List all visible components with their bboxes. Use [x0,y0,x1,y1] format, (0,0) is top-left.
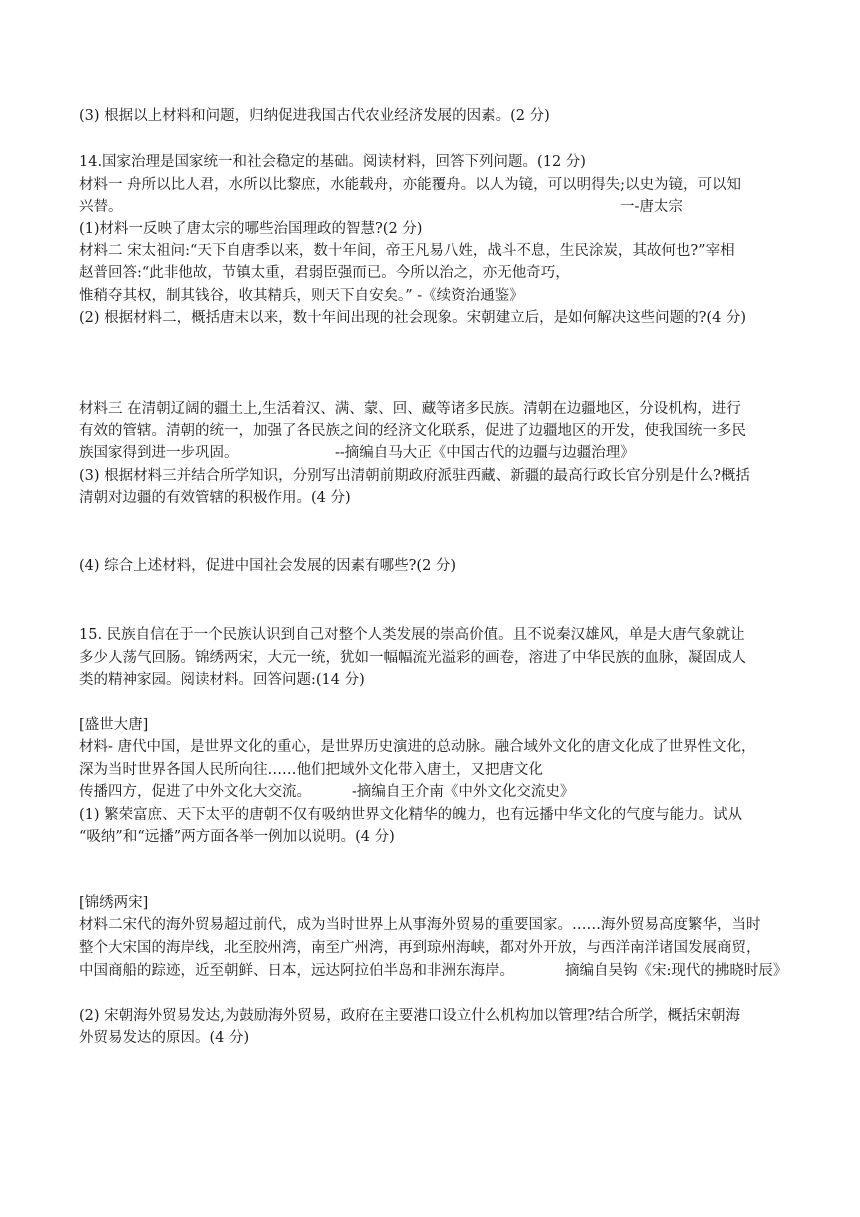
q14-material-3-line-2: 有效的管辖。清朝的统一，加强了各民族之间的经济文化联系，促进了边疆地区的开发，使我国统一多民 [79,423,746,439]
q15-material-2-line-1: 材料二宋代的海外贸易超过前代，成为当时世界上从事海外贸易的重要国家。……海外贸易高度繁华，当时 [79,917,761,933]
q14-material-3-line-1: 材料三 在清朝辽阔的疆土上,生活着汉、满、蒙、回、藏等诸多民族。清朝在边疆地区，分设机构，进行 [79,401,741,417]
q15-material-1-line-2: 深为当时世界各国人民所向往……他们把域外文化带入唐土，又把唐文化 [79,762,543,778]
q14-question-1: (1)材料一反映了唐太宗的哪些治国理政的智慧?(2 分) [79,221,423,237]
q15-material-1-line-3: 传播四方，促进了中外文化大交流。 [79,784,311,800]
q14-question-3-line-1: (3) 根据材料三并结合所学知识，分别写出清朝前期政府派驻西藏、新疆的最高行政长官分别是什么?概括 [79,468,750,484]
q14-material-1-line-2: 兴替。 [79,199,123,215]
q14-material-2-line-3: 惟稍夺其权，制其钱谷，收其精兵，则天下自安矣。” -《续资治通鉴》 [79,288,524,304]
q14-question-2: (2) 根据材料二，概括唐末以来，数十年间出现的社会现象。宋朝建立后，是如何解决这些问题的?(4 分) [79,310,747,326]
q15-material-1-source: -摘编自王介南《中外文化交流史》 [352,784,575,800]
q14-question-3-line-2: 清朝对边疆的有效管辖的积极作用。(4 分) [79,490,351,506]
q14-question-4: (4) 综合上述材料，促进中国社会发展的因素有哪些?(2 分) [79,558,457,574]
q14-material-3-source: --摘编自马大正《中国古代的边疆与边疆治理》 [335,445,635,461]
q15-material-1-line-1: 材料- 唐代中国，是世界文化的重心，是世界历史演进的总动脉。融合域外文化的唐文化成了世界性文化， [79,739,756,755]
section-title-tang: [盛世大唐] [79,717,149,733]
q15-material-2-line-2: 整个大宋国的海岸线，北至胶州湾，南至广州湾，再到琼州海峡，都对外开放，与西洋南洋诸国发展商贸， [79,940,761,956]
q14-material-1-source: 一-唐太宗 [620,199,683,215]
section-title-song: [锦绣两宋] [79,895,149,911]
q15-question-1-line-2: “吸纳”和“远播”两方面各举一例加以说明。(4 分) [79,829,395,845]
question-15-stem-line-2: 多少人荡气回肠。锦绣两宋，大元一统，犹如一幅幅流光溢彩的画卷，溶进了中华民族的血脉，凝固成人 [79,650,746,666]
q15-question-1-line-1: (1) 繁荣富庶、天下太平的唐朝不仅有吸纳世界文化精华的魄力，也有远播中华文化的气度与能力。试从 [79,807,743,823]
question-13-part-3: (3) 根据以上材料和问题，归纳促进我国古代农业经济发展的因素。(2 分) [79,108,550,124]
q15-question-2-line-1: (2) 宋朝海外贸易发达,为鼓励海外贸易，政府在主要港口设立什么机构加以管理?结合所学，概括宋朝海 [79,1008,741,1024]
q14-material-2-line-2: 赵普回答:“此非他故，节镇太重，君弱臣强而已。今所以治之，亦无他奇巧， [79,265,570,281]
q15-material-2-source: 摘编自吴钩《宋:现代的拂晓时辰》 [565,963,788,979]
question-15-stem-line-1: 15. 民族自信在于一个民族认识到自己对整个人类发展的崇高价值。且不说秦汉雄风，单是大唐气象就让 [79,627,745,643]
q15-material-2-line-3: 中国商船的踪迹，近至朝鲜、日本，远达阿拉伯半岛和非洲东海岸。 [79,963,514,979]
q15-question-2-line-2: 外贸易发达的原因。(4 分) [79,1030,250,1046]
question-14-stem: 14.国家治理是国家统一和社会稳定的基础。阅读材料，回答下列问题。(12 分) [79,154,586,170]
q14-material-1-line-1: 材料一 舟所以比人君，水所以比黎庶，水能载舟，亦能覆舟。以人为镜，可以明得失;以史为镜，可以知 [79,177,741,193]
question-15-stem-line-3: 类的精神家园。阅读材料。回答问题:(14 分) [79,672,365,688]
q14-material-3-line-3: 族国家得到进一步巩固。 [79,445,239,461]
q14-material-2-line-1: 材料二 宋太祖问:“天下自唐季以来，数十年间，帝王凡易八姓，战斗不息，生民涂炭，其故何也?”宰相 [79,243,735,259]
